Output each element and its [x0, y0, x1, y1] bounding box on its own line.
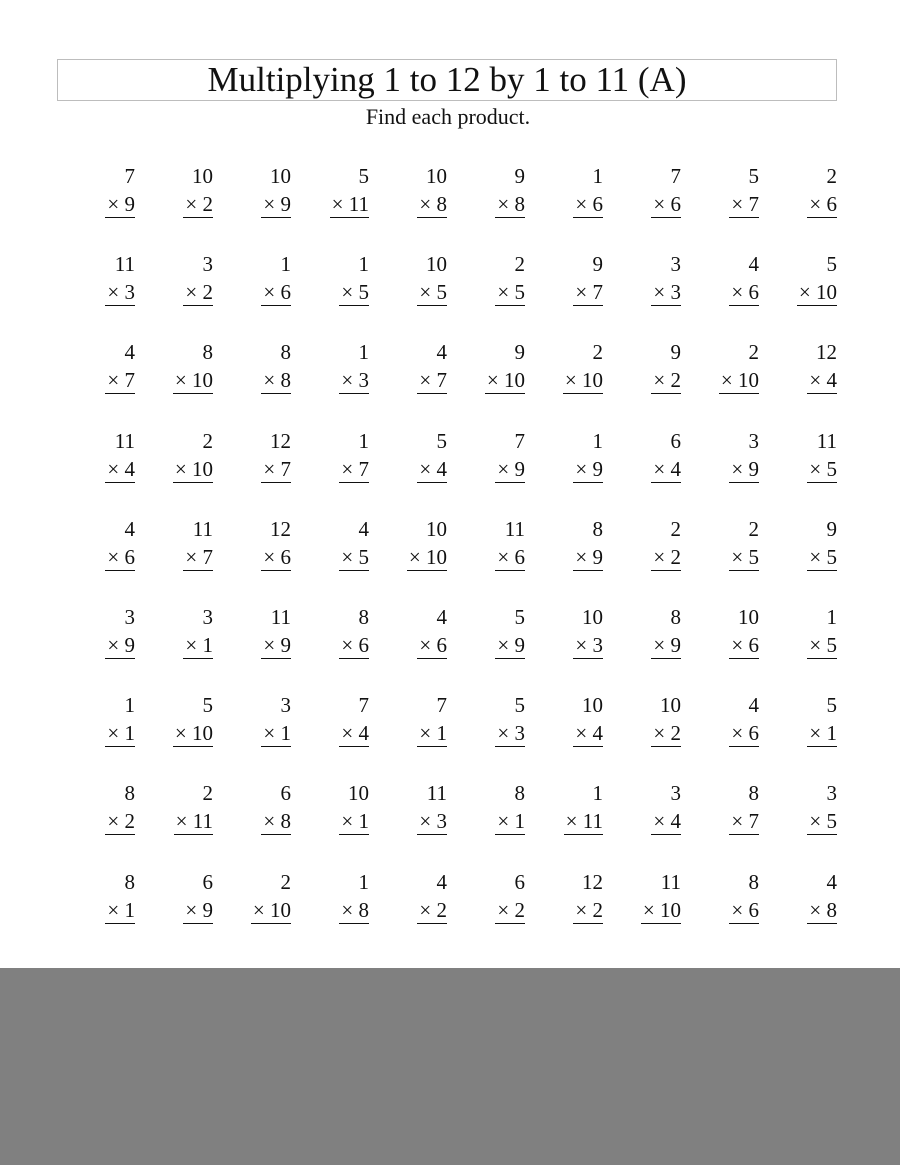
problem [213, 428, 291, 516]
multiplicand: 12 [582, 869, 603, 894]
multiplicand: 9 [826, 516, 837, 541]
multiplicand: 10 [426, 516, 447, 541]
problem [759, 869, 837, 957]
multiplier: × 1 [809, 721, 837, 746]
problem [759, 163, 837, 251]
problem [291, 780, 369, 868]
problem [213, 163, 291, 251]
multiplier: × 9 [107, 192, 135, 216]
multiplier: × 11 [331, 192, 369, 216]
multiplier: × 6 [809, 192, 837, 216]
multiplicand: 6 [670, 428, 681, 453]
problem-row [57, 869, 837, 957]
problem [135, 339, 213, 427]
multiplier: × 1 [185, 632, 213, 657]
multiplicand: 10 [738, 604, 759, 629]
multiplier: × 10 [486, 368, 525, 393]
multiplier: × 8 [341, 897, 369, 922]
multiplier: × 6 [497, 544, 525, 569]
problem [213, 604, 291, 692]
multiplicand: 1 [826, 604, 837, 629]
multiplier: × 3 [653, 280, 681, 305]
multiplier: × 9 [185, 897, 213, 922]
multiplicand: 10 [426, 252, 447, 277]
problem [135, 780, 213, 868]
multiplier: × 8 [263, 368, 291, 393]
multiplier: × 5 [809, 544, 837, 569]
multiplicand: 7 [436, 693, 447, 718]
multiplier: × 6 [731, 897, 759, 922]
problem [447, 780, 525, 868]
multiplier: × 3 [107, 280, 135, 305]
multiplier: × 7 [263, 456, 291, 481]
multiplicand: 11 [426, 781, 447, 806]
multiplicand: 1 [592, 781, 603, 806]
multiplier: × 6 [263, 544, 291, 569]
multiplier: × 4 [341, 721, 369, 746]
multiplicand: 8 [280, 340, 291, 365]
multiplier: × 5 [341, 544, 369, 569]
problem [603, 251, 681, 339]
multiplicand: 11 [114, 252, 135, 277]
problem [759, 251, 837, 339]
problem-row [57, 251, 837, 339]
multiplicand: 9 [670, 340, 681, 365]
problem [135, 516, 213, 604]
problem [57, 251, 135, 339]
multiplier: × 9 [731, 456, 759, 481]
multiplier: × 9 [497, 632, 525, 657]
problem [681, 604, 759, 692]
problem-row [57, 339, 837, 427]
problem [603, 604, 681, 692]
multiplicand: 4 [436, 869, 447, 894]
multiplicand: 4 [748, 252, 759, 277]
multiplier: × 4 [107, 456, 135, 481]
problem [57, 339, 135, 427]
problem [213, 516, 291, 604]
multiplier: × 7 [185, 544, 213, 569]
problem [57, 692, 135, 780]
multiplicand: 6 [202, 869, 213, 894]
problem [291, 428, 369, 516]
problem-row [57, 516, 837, 604]
multiplicand: 2 [592, 340, 603, 365]
multiplicand: 7 [514, 428, 525, 453]
problem-row [57, 604, 837, 692]
multiplier: × 5 [809, 632, 837, 657]
multiplier: × 9 [575, 456, 603, 481]
problem [759, 516, 837, 604]
multiplicand: 9 [592, 252, 603, 277]
multiplicand: 2 [748, 340, 759, 365]
multiplier: × 2 [575, 897, 603, 922]
multiplier: × 8 [419, 192, 447, 216]
problem [759, 604, 837, 692]
problem-row [57, 780, 837, 868]
multiplicand: 8 [748, 869, 759, 894]
problem-row [57, 163, 837, 251]
multiplicand: 8 [514, 781, 525, 806]
multiplicand: 7 [670, 164, 681, 188]
problem [525, 604, 603, 692]
problem [447, 869, 525, 957]
multiplicand: 8 [358, 604, 369, 629]
problem [525, 780, 603, 868]
multiplicand: 7 [124, 164, 135, 188]
problem [681, 339, 759, 427]
multiplicand: 2 [826, 164, 837, 188]
multiplier: × 10 [720, 368, 759, 393]
multiplicand: 2 [670, 516, 681, 541]
problem-grid [57, 163, 837, 957]
problem [57, 428, 135, 516]
multiplicand: 1 [358, 428, 369, 453]
multiplicand: 2 [514, 252, 525, 277]
multiplicand: 1 [592, 428, 603, 453]
multiplicand: 8 [124, 781, 135, 806]
problem [681, 251, 759, 339]
multiplier: × 1 [419, 721, 447, 746]
multiplicand: 9 [514, 164, 525, 188]
problem [135, 163, 213, 251]
page-title: Multiplying 1 to 12 by 1 to 11 (A) [207, 60, 687, 99]
problem [759, 692, 837, 780]
problem [369, 516, 447, 604]
multiplier: × 4 [653, 456, 681, 481]
gray-overlay-panel [0, 968, 900, 1165]
multiplier: × 10 [798, 280, 837, 305]
multiplicand: 5 [826, 693, 837, 718]
multiplicand: 2 [748, 516, 759, 541]
problem [369, 604, 447, 692]
multiplicand: 10 [192, 164, 213, 188]
multiplier: × 7 [341, 456, 369, 481]
problem [681, 692, 759, 780]
multiplier: × 8 [497, 192, 525, 216]
problem [603, 339, 681, 427]
multiplier: × 9 [263, 632, 291, 657]
multiplier: × 1 [263, 721, 291, 746]
problem [447, 516, 525, 604]
multiplier: × 7 [575, 280, 603, 305]
problem [447, 251, 525, 339]
multiplier: × 7 [107, 368, 135, 393]
problem [525, 163, 603, 251]
multiplier: × 6 [107, 544, 135, 569]
problem [447, 428, 525, 516]
problem [291, 869, 369, 957]
multiplicand: 2 [280, 869, 291, 894]
problem [57, 780, 135, 868]
problem-row [57, 692, 837, 780]
multiplicand: 8 [670, 604, 681, 629]
multiplier: × 6 [731, 632, 759, 657]
problem [135, 869, 213, 957]
multiplicand: 10 [348, 781, 369, 806]
problem [369, 692, 447, 780]
multiplicand: 8 [592, 516, 603, 541]
multiplier: × 2 [185, 192, 213, 216]
problem [369, 339, 447, 427]
multiplier: × 10 [408, 544, 447, 569]
multiplier: × 10 [174, 368, 213, 393]
multiplicand: 5 [826, 252, 837, 277]
multiplicand: 4 [748, 693, 759, 718]
multiplicand: 1 [124, 693, 135, 718]
multiplier: × 2 [653, 368, 681, 393]
multiplicand: 5 [358, 164, 369, 188]
title-box [57, 59, 837, 101]
multiplier: × 10 [252, 897, 291, 922]
multiplicand: 3 [202, 604, 213, 629]
multiplicand: 5 [748, 164, 759, 188]
multiplier: × 3 [341, 368, 369, 393]
multiplier: × 5 [809, 456, 837, 481]
problem [213, 869, 291, 957]
multiplicand: 4 [358, 516, 369, 541]
multiplicand: 10 [660, 693, 681, 718]
problem [759, 780, 837, 868]
multiplicand: 5 [514, 604, 525, 629]
multiplicand: 3 [748, 428, 759, 453]
problem [57, 869, 135, 957]
problem [135, 251, 213, 339]
multiplier: × 2 [419, 897, 447, 922]
multiplier: × 3 [419, 809, 447, 834]
problem [525, 516, 603, 604]
multiplier: × 2 [497, 897, 525, 922]
problem [57, 163, 135, 251]
problem [525, 428, 603, 516]
multiplicand: 8 [748, 781, 759, 806]
multiplicand: 11 [660, 869, 681, 894]
problem [369, 428, 447, 516]
multiplicand: 2 [202, 428, 213, 453]
multiplicand: 11 [192, 516, 213, 541]
multiplier: × 1 [107, 897, 135, 922]
problem-row [57, 428, 837, 516]
multiplicand: 1 [358, 252, 369, 277]
multiplicand: 10 [426, 164, 447, 188]
multiplier: × 6 [653, 192, 681, 216]
problem [291, 163, 369, 251]
multiplicand: 2 [202, 781, 213, 806]
problem [681, 516, 759, 604]
problem [603, 780, 681, 868]
multiplicand: 10 [582, 693, 603, 718]
multiplier: × 4 [419, 456, 447, 481]
problem [135, 604, 213, 692]
multiplicand: 3 [670, 252, 681, 277]
problem [759, 428, 837, 516]
multiplicand: 6 [280, 781, 291, 806]
problem [525, 339, 603, 427]
multiplier: × 10 [174, 456, 213, 481]
multiplier: × 9 [575, 544, 603, 569]
problem [57, 516, 135, 604]
multiplicand: 4 [124, 516, 135, 541]
multiplier: × 2 [107, 809, 135, 834]
multiplier: × 6 [263, 280, 291, 305]
multiplicand: 3 [826, 781, 837, 806]
problem [291, 692, 369, 780]
problem [135, 428, 213, 516]
multiplicand: 12 [270, 516, 291, 541]
multiplicand: 3 [280, 693, 291, 718]
multiplicand: 4 [124, 340, 135, 365]
problem [681, 869, 759, 957]
multiplicand: 1 [358, 340, 369, 365]
multiplier: × 10 [174, 721, 213, 746]
problem [447, 692, 525, 780]
multiplier: × 11 [175, 809, 213, 834]
problem [447, 604, 525, 692]
problem [525, 692, 603, 780]
problem [369, 780, 447, 868]
problem [681, 780, 759, 868]
multiplicand: 4 [826, 869, 837, 894]
multiplicand: 4 [436, 604, 447, 629]
multiplicand: 3 [202, 252, 213, 277]
multiplicand: 3 [670, 781, 681, 806]
multiplier: × 4 [809, 368, 837, 393]
multiplier: × 8 [263, 809, 291, 834]
multiplier: × 2 [185, 280, 213, 305]
multiplicand: 11 [504, 516, 525, 541]
problem [369, 163, 447, 251]
problem [603, 692, 681, 780]
multiplier: × 6 [731, 721, 759, 746]
multiplier: × 6 [419, 632, 447, 657]
multiplicand: 12 [816, 340, 837, 365]
problem [525, 869, 603, 957]
multiplier: × 11 [565, 809, 603, 834]
problem [291, 251, 369, 339]
multiplier: × 9 [497, 456, 525, 481]
multiplicand: 1 [358, 869, 369, 894]
multiplicand: 5 [202, 693, 213, 718]
multiplier: × 8 [809, 897, 837, 922]
multiplicand: 6 [514, 869, 525, 894]
multiplicand: 1 [280, 252, 291, 277]
multiplicand: 8 [202, 340, 213, 365]
multiplier: × 9 [653, 632, 681, 657]
problem [447, 163, 525, 251]
multiplier: × 1 [107, 721, 135, 746]
multiplier: × 3 [575, 632, 603, 657]
multiplier: × 6 [731, 280, 759, 305]
problem [759, 339, 837, 427]
multiplier: × 2 [653, 544, 681, 569]
multiplicand: 7 [358, 693, 369, 718]
multiplier: × 5 [809, 809, 837, 834]
multiplier: × 6 [575, 192, 603, 216]
multiplicand: 9 [514, 340, 525, 365]
multiplier: × 1 [497, 809, 525, 834]
multiplier: × 9 [263, 192, 291, 216]
instructions: Find each product. [365, 104, 531, 129]
problem [603, 428, 681, 516]
problem [525, 251, 603, 339]
problem [213, 251, 291, 339]
multiplier: × 2 [653, 721, 681, 746]
multiplicand: 1 [592, 164, 603, 188]
problem [57, 604, 135, 692]
problem [603, 869, 681, 957]
multiplier: × 6 [341, 632, 369, 657]
multiplier: × 4 [575, 721, 603, 746]
multiplicand: 11 [270, 604, 291, 629]
multiplicand: 4 [436, 340, 447, 365]
problem [291, 339, 369, 427]
multiplier: × 1 [341, 809, 369, 834]
multiplier: × 9 [107, 632, 135, 657]
problem [369, 869, 447, 957]
multiplicand: 11 [816, 428, 837, 453]
multiplier: × 5 [731, 544, 759, 569]
multiplicand: 10 [582, 604, 603, 629]
problem [681, 163, 759, 251]
problem [447, 339, 525, 427]
problem [291, 604, 369, 692]
problem [213, 780, 291, 868]
multiplicand: 11 [114, 428, 135, 453]
multiplier: × 5 [419, 280, 447, 305]
problem [213, 339, 291, 427]
multiplicand: 3 [124, 604, 135, 629]
multiplier: × 4 [653, 809, 681, 834]
problem [135, 692, 213, 780]
multiplicand: 5 [514, 693, 525, 718]
problem [603, 516, 681, 604]
multiplier: × 10 [564, 368, 603, 393]
multiplicand: 5 [436, 428, 447, 453]
problem [291, 516, 369, 604]
multiplicand: 8 [124, 869, 135, 894]
multiplier: × 3 [497, 721, 525, 746]
multiplicand: 10 [270, 164, 291, 188]
multiplier: × 5 [497, 280, 525, 305]
problem [213, 692, 291, 780]
problem [681, 428, 759, 516]
multiplier: × 10 [642, 897, 681, 922]
multiplier: × 5 [341, 280, 369, 305]
multiplier: × 7 [419, 368, 447, 393]
problem [603, 163, 681, 251]
multiplier: × 7 [731, 192, 759, 216]
multiplier: × 7 [731, 809, 759, 834]
problem [369, 251, 447, 339]
multiplicand: 12 [270, 428, 291, 453]
